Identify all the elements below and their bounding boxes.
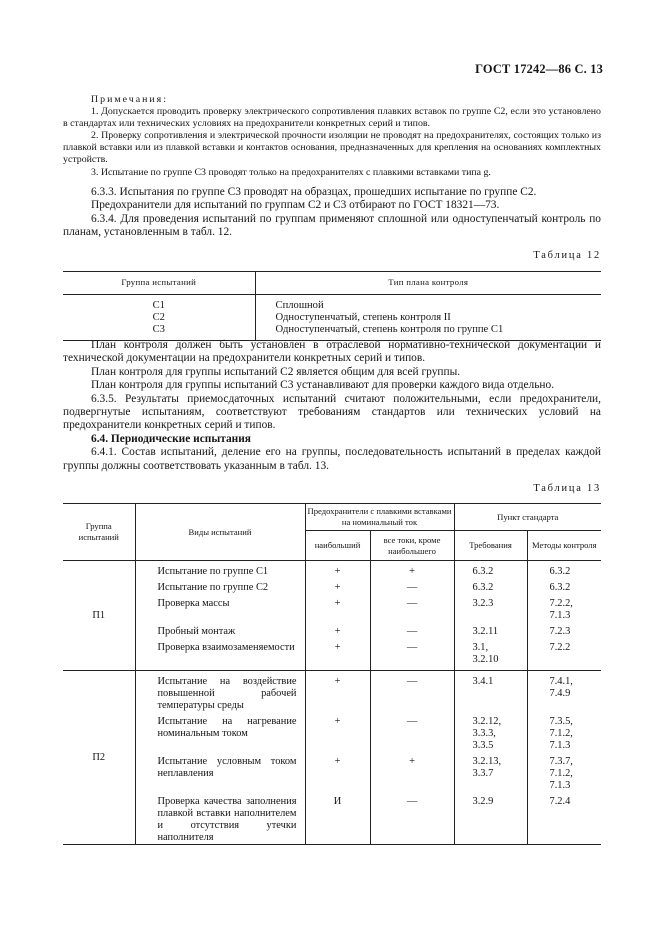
page-header: ГОСТ 17242—86 С. 13 (475, 62, 603, 76)
max-current-mark: + (305, 716, 370, 756)
para-6-3-3b: Предохранители для испытаний по группам С2 и С3 отбирают по ГОСТ 18321—73. (91, 199, 500, 212)
other-currents-mark: + (370, 756, 454, 796)
methods-clause: 7.2.2, 7.1.3 (549, 598, 573, 621)
max-current-mark: + (305, 626, 370, 642)
methods-clause: 7.3.5, 7.1.2, 7.1.3 (549, 716, 573, 751)
requirements-clause: 3.2.11 (454, 626, 527, 642)
test-kind: Испытание на нагревание номинальным током (135, 716, 305, 756)
t12-plan: Одноступенчатый, степень контроля II (275, 312, 451, 324)
methods-clause: 7.2.3 (549, 626, 571, 637)
other-currents-mark: — (370, 642, 454, 671)
requirements-clause: 3.4.1 (454, 671, 527, 717)
requirements-clause: 3.2.3 (454, 598, 527, 626)
max-current-mark: + (305, 671, 370, 717)
other-currents-mark: — (370, 626, 454, 642)
other-currents-mark: — (370, 796, 454, 845)
table-row (63, 626, 601, 642)
table-row (63, 312, 601, 324)
methods-clause: 7.2.4 (549, 796, 571, 807)
t12-group: С3 (63, 324, 255, 340)
other-currents-mark: — (370, 598, 454, 626)
t12-group: С2 (63, 312, 255, 324)
requirements-clause: 6.3.2 (454, 561, 527, 583)
table-row (63, 598, 601, 626)
t13-header-req: Требования (454, 531, 527, 561)
test-kind: Испытание на воздействие повышенной рабочей температуры среды (135, 671, 305, 717)
body-text-2 (63, 339, 601, 473)
requirements-clause: 3.2.13, 3.3.7 (454, 756, 527, 796)
para-plan: План контроля должен быть установлен в отраслевой нормативно-технической документации и технической документации на предохранители конкретных серий и типов. (63, 339, 601, 365)
requirements-clause: 3.2.12, 3.3.3, 3.3.5 (454, 716, 527, 756)
t12-plan: Сплошной (275, 300, 324, 311)
other-currents-mark: — (370, 716, 454, 756)
t13-header-clause: Пункт стандарта (454, 504, 601, 531)
methods-clause: 6.3.2 (549, 582, 571, 593)
other-currents-mark: — (370, 671, 454, 717)
t12-header-plan: Тип плана контроля (388, 277, 469, 288)
other-currents-mark: — (370, 582, 454, 598)
table-row (63, 642, 601, 671)
table-row (63, 324, 601, 340)
notes-title: Примечания: (91, 94, 168, 105)
body-text-1 (63, 186, 601, 240)
test-kind: Пробный монтаж (135, 626, 305, 642)
section-heading-6-4 (63, 433, 601, 446)
table13-caption: Таблица 13 (533, 483, 601, 494)
para-6-4-1: 6.4.1. Состав испытаний, деление его на группы, последовательность испытаний в пределах каждой группы должны соответствовать указанным в табл. 13. (63, 446, 601, 472)
requirements-clause: 3.1, 3.2.10 (454, 642, 527, 671)
t13-header-max: наибольший (305, 531, 370, 561)
note-1: 1. Допускается проводить проверку электрического сопротивления плавких вставок по группе С2, если это установлено в стандартах или технических условиях на предохранители конкретных серий и типов. (63, 106, 601, 130)
table-row (63, 671, 601, 717)
para-plan-c3: План контроля для группы испытаний С3 устанавливают для проверки каждого вида отдельно. (91, 379, 555, 392)
t13-header-other: все токи, кроме наибольшего (370, 531, 454, 561)
max-current-mark: + (305, 582, 370, 598)
table-row (63, 796, 601, 845)
group-label: П2 (63, 671, 135, 845)
table-row (63, 561, 601, 583)
test-kind: Проверка массы (135, 598, 305, 626)
methods-clause: 7.4.1, 7.4.9 (549, 676, 573, 699)
max-current-mark: + (305, 756, 370, 796)
section-heading-text: 6.4. Периодические испытания (91, 432, 251, 445)
test-kind: Испытание по группе С1 (135, 561, 305, 583)
test-kind: Испытание по группе С2 (135, 582, 305, 598)
table-13 (63, 503, 601, 845)
note-3: 3. Испытание по группе С3 проводят только на предохранителях с плавкими вставками типа g. (91, 166, 491, 178)
other-currents-mark: + (370, 561, 454, 583)
max-current-mark: + (305, 642, 370, 671)
t13-header-group: Группа испытаний (63, 504, 135, 561)
requirements-clause: 3.2.9 (454, 796, 527, 845)
notes-block (63, 94, 601, 179)
t12-header-group: Группа испытаний (63, 272, 255, 295)
table-row (63, 300, 601, 312)
note-2: 2. Проверку сопротивления и электрической прочности изоляции не проводят на предохранителях, состоящих только из плавкой вставки или из плавкой вставки и контактов основания, предназначенных для крепления на основаниях комплектных устройств. (63, 130, 601, 166)
table-12 (63, 271, 601, 341)
t12-group: С1 (63, 300, 255, 312)
max-current-mark: + (305, 598, 370, 626)
para-plan-c2: План контроля для группы испытаний С2 является общим для всей группы. (91, 365, 461, 378)
requirements-clause: 6.3.2 (454, 582, 527, 598)
group-label: П1 (63, 561, 135, 671)
table-row (63, 582, 601, 598)
t13-header-methods: Методы контроля (532, 540, 597, 551)
para-6-3-4: 6.3.4. Для проведения испытаний по группам применяют сплошной или одноступенчатый контроль по планам, установленным в табл. 12. (63, 212, 601, 239)
test-kind: Проверка качества заполнения плавкой вставки наполнителем и отсутствия утечки наполнителя (135, 796, 305, 845)
test-kind: Проверка взаимозаменяемости (135, 642, 305, 671)
table-row (63, 716, 601, 756)
max-current-mark: И (305, 796, 370, 845)
methods-clause: 6.3.2 (549, 566, 571, 577)
para-6-3-5: 6.3.5. Результаты приемосдаточных испытаний считают положительными, если предохранители, подвергнутые испытаниям, соответствуют требованиям стандартов или технических условий на предохранители конкретных серий и типов. (63, 392, 601, 432)
test-kind: Испытание условным током неплавления (135, 756, 305, 796)
methods-clause: 7.2.2 (549, 642, 571, 653)
table12-caption: Таблица 12 (533, 250, 601, 261)
table-row (63, 756, 601, 796)
max-current-mark: + (305, 561, 370, 583)
t13-header-kind: Виды испытаний (135, 504, 305, 561)
t13-header-fuses: Предохранители с плавкими вставками на номинальный ток (305, 504, 454, 531)
t12-plan: Одноступенчатый, степень контроля по группе С1 (275, 324, 504, 336)
methods-clause: 7.3.7, 7.1.2, 7.1.3 (549, 756, 573, 791)
para-6-3-3: 6.3.3. Испытания по группе С3 проводят на образцах, прошедших испытание по группе С2. (91, 186, 537, 198)
